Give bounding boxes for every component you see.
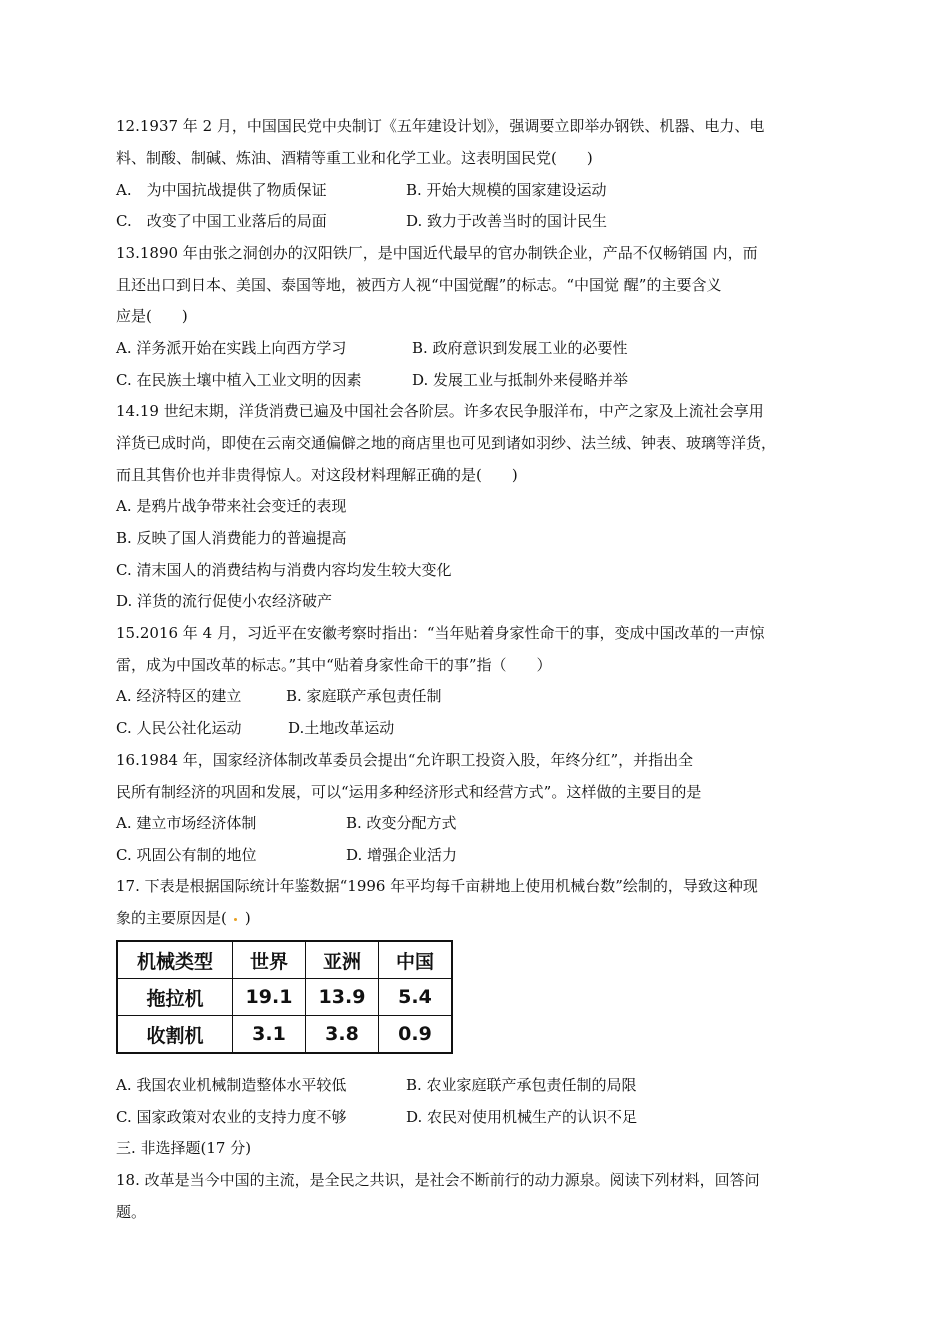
q16-option-a: A. 建立市场经济体制 bbox=[116, 814, 257, 832]
q12-option-a: A. 为中国抗战提供了物质保证 bbox=[116, 181, 327, 199]
q17-stem-line2-close: ) bbox=[244, 909, 251, 927]
q14-option-c: C. 清末国人的消费结构与消费内容均发生较大变化 bbox=[116, 561, 452, 579]
q13-option-a: A. 洋务派开始在实践上向西方学习 bbox=[116, 339, 347, 357]
table-cell: 19.1 bbox=[233, 979, 306, 1016]
table-header-row bbox=[117, 941, 452, 979]
table-cell: 5.4 bbox=[379, 979, 453, 1016]
q13-option-d: D. 发展工业与抵制外来侵略并举 bbox=[412, 371, 629, 389]
table-header-cell: 机械类型 bbox=[117, 941, 233, 979]
section-heading: 三. 非选择题(17 分) bbox=[116, 1139, 252, 1157]
table-row bbox=[117, 1016, 452, 1054]
q14-stem-line1: 14.19 世纪末期，洋货消费已遍及中国社会各阶层。许多农民争服洋布，中产之家及上流社会享用 bbox=[116, 402, 764, 420]
q12-option-d: D. 致力于改善当时的国计民生 bbox=[406, 212, 608, 230]
table-header-cell: 亚洲 bbox=[306, 941, 379, 979]
q14-option-d: D. 洋货的流行促使小农经济破产 bbox=[116, 592, 333, 610]
table-row bbox=[117, 979, 452, 1016]
q16-option-d: D. 增强企业活力 bbox=[346, 846, 458, 864]
q15-option-a: A. 经济特区的建立 bbox=[116, 687, 242, 705]
q13-option-b: B. 政府意识到发展工业的必要性 bbox=[412, 339, 628, 357]
q12-stem-line1: 12.1937 年 2 月，中国国民党中央制订《五年建设计划》，强调要立即举办钢铁、机器、电力、电 bbox=[116, 117, 765, 135]
q15-option-d: D.土地改革运动 bbox=[288, 719, 395, 737]
answer-blank bbox=[227, 908, 245, 928]
q15-option-b: B. 家庭联产承包责任制 bbox=[286, 687, 442, 705]
q17-option-d: D. 农民对使用机械生产的认识不足 bbox=[406, 1108, 638, 1126]
q17-stem-line1: 17. 下表是根据国际统计年鉴数据“1996 年平均每千亩耕地上使用机械台数”绘制的，导致这种现 bbox=[116, 877, 758, 895]
q12-option-b: B. 开始大规模的国家建设运动 bbox=[406, 181, 607, 199]
table-cell: 3.8 bbox=[306, 1016, 379, 1054]
q14-stem-line3: 而且其售价也并非贵得惊人。对这段材料理解正确的是( ) bbox=[116, 466, 518, 484]
q14-option-b: B. 反映了国人消费能力的普遍提高 bbox=[116, 529, 347, 547]
q18-stem-line1: 18. 改革是当今中国的主流，是全民之共识，是社会不断前行的动力源泉。阅读下列材料，回答问 bbox=[116, 1171, 760, 1189]
q14-stem-line2: 洋货已成时尚，即使在云南交通偏僻之地的商店里也可见到诸如羽纱、法兰绒、钟表、玻璃等洋货， bbox=[116, 434, 777, 452]
q13-stem-line3: 应是( ) bbox=[116, 307, 188, 325]
q16-stem-line1: 16.1984 年，国家经济体制改革委员会提出“允许职工投资入股，年终分红”，并指出全 bbox=[116, 751, 694, 769]
q17-stem-line2 bbox=[116, 908, 251, 928]
q17-option-a: A. 我国农业机械制造整体水平较低 bbox=[116, 1076, 347, 1094]
table-cell: 13.9 bbox=[306, 979, 379, 1016]
table-header-cell: 中国 bbox=[379, 941, 453, 979]
q15-stem-line1: 15.2016 年 4 月，习近平在安徽考察时指出：“当年贴着身家性命干的事，变成中国改革的一声惊 bbox=[116, 624, 765, 642]
q15-stem-line2: 雷，成为中国改革的标志。”其中“贴着身家性命干的事”指（ ） bbox=[116, 656, 552, 674]
table-cell: 拖拉机 bbox=[117, 979, 233, 1016]
q14-option-a: A. 是鸦片战争带来社会变迁的表现 bbox=[116, 497, 347, 515]
q17-option-c: C. 国家政策对农业的支持力度不够 bbox=[116, 1108, 347, 1126]
q16-stem-line2: 民所有制经济的巩固和发展，可以“运用多种经济形式和经营方式”。这样做的主要目的是 bbox=[116, 783, 702, 801]
table-cell: 3.1 bbox=[233, 1016, 306, 1054]
q18-stem-line2: 题。 bbox=[116, 1203, 147, 1221]
q15-option-c: C. 人民公社化运动 bbox=[116, 719, 242, 737]
table-cell: 收割机 bbox=[117, 1016, 233, 1054]
q13-option-c: C. 在民族土壤中植入工业文明的因素 bbox=[116, 371, 362, 389]
q12-stem-line2: 料、制酸、制碱、炼油、酒精等重工业和化学工业。这表明国民党( ) bbox=[116, 149, 593, 167]
table-cell: 0.9 bbox=[379, 1016, 453, 1054]
q16-option-b: B. 改变分配方式 bbox=[346, 814, 457, 832]
q17-stem-line2-text: 象的主要原因是( bbox=[116, 909, 227, 927]
q13-stem-line1: 13.1890 年由张之洞创办的汉阳铁厂，是中国近代最早的官办制铁企业，产品不仅畅销国 内，而 bbox=[116, 244, 758, 262]
q17-option-b: B. 农业家庭联产承包责任制的局限 bbox=[406, 1076, 637, 1094]
table-header-cell: 世界 bbox=[233, 941, 306, 979]
q12-option-c: C. 改变了中国工业落后的局面 bbox=[116, 212, 327, 230]
q13-stem-line2: 且还出口到日本、美国、泰国等地，被西方人视“中国觉醒”的标志。“中国觉 醒”的主要含义 bbox=[116, 276, 722, 294]
machinery-table bbox=[116, 940, 453, 1054]
q16-option-c: C. 巩固公有制的地位 bbox=[116, 846, 257, 864]
